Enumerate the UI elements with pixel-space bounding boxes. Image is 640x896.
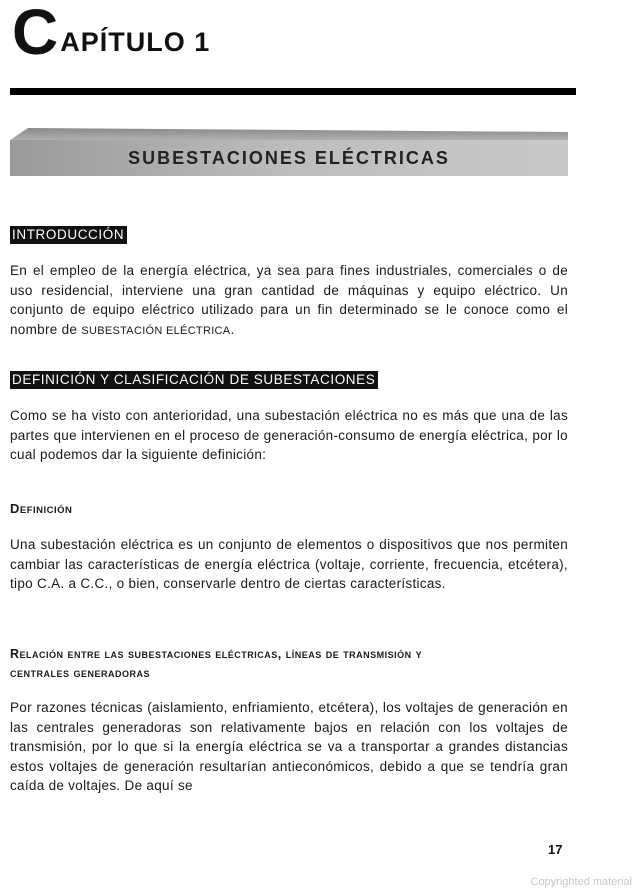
intro-emphasis: SUBESTACIÓN ELÉCTRICA xyxy=(81,324,231,337)
definicion-rest: EFINICIÓN xyxy=(19,505,73,516)
definition-section-heading: DEFINICIÓN Y CLASIFICACIÓN DE SUBESTACIONES xyxy=(10,371,378,389)
chapter-banner xyxy=(10,128,568,176)
banner-title: SUBESTACIONES ELÉCTRICAS xyxy=(128,148,450,168)
definicion-paragraph: Una subestación eléctrica es un conjunto de elementos o dispositivos que nos permiten cambiar las características de energía eléctrica (voltaje, corriente, frecuencia, etcétera), tipo C.A. a C.C., o bien, conservarle dentro de ciertas características. xyxy=(10,537,568,591)
relacion-subheading xyxy=(10,645,568,683)
intro-end: . xyxy=(230,321,235,337)
intro-heading: INTRODUCCIÓN xyxy=(10,226,127,244)
relacion-heading-line2: centrales generadoras xyxy=(10,666,150,680)
page-number: 17 xyxy=(548,842,563,857)
definition-intro-paragraph: Como se ha visto con anterioridad, una subestación eléctrica no es más que una de las partes que intervienen en el proceso de generación-consumo de energía eléctrica, por lo cual podemos dar la siguiente definición: xyxy=(10,408,568,462)
chapter-initial: C xyxy=(12,0,59,68)
intro-text: En el empleo de la energía eléctrica, ya sea para fines industriales, comerciales o de uso residencial, interviene una gran cantidad de máquinas y equipo eléctrico. Un conjunto de equipo eléctrico utilizado para un fin determinado se le conoce como el nombre de xyxy=(10,263,568,337)
definicion-subheading xyxy=(10,499,568,520)
intro-paragraph xyxy=(10,261,568,341)
chapter-rest: APÍTULO 1 xyxy=(60,27,211,57)
relacion-paragraph: Por razones técnicas (aislamiento, enfriamiento, etcétera), los voltajes de generación en las centrales generadoras son relativamente bajos en relación con los voltajes de transmisión, por lo que si la energía eléctrica se va a transportar a grandes distancias estos voltajes de generación resultarían antieconómicos, debido a que se tendría gran caída de voltajes. De aquí se xyxy=(10,700,568,793)
chapter-title xyxy=(12,0,211,68)
copyright-watermark: Copyrighted material xyxy=(530,876,632,888)
definicion-initial: D xyxy=(10,501,20,516)
relacion-heading-line1: Relación entre las subestaciones eléctricas, líneas de transmisión y xyxy=(10,647,423,661)
chapter-rule xyxy=(10,88,576,95)
